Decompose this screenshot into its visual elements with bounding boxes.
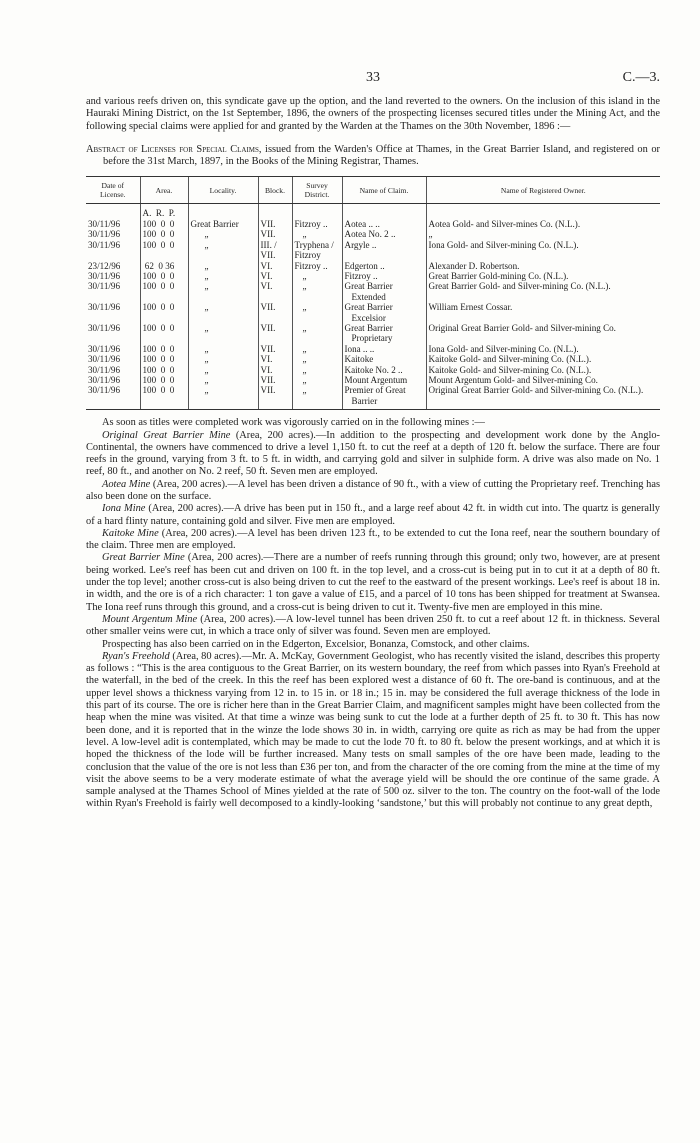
cell-locality: „: [188, 323, 258, 344]
header-block: Block.: [258, 177, 292, 204]
cell-owner: Great Barrier Gold-mining Co. (N.L.).: [426, 271, 660, 281]
cell-area: 100 0 0: [140, 365, 188, 375]
cell-locality: „: [188, 354, 258, 364]
cell-claim: Aotea .. ..: [342, 219, 426, 229]
header-date: Date of License.: [86, 177, 140, 204]
abstract-rest: issued from the Warden's Office at Thames, in the Great Barrier Island, and registered on or before the 31st March, 1897, in the Books of the Mining Registrar, Thames.: [103, 143, 660, 168]
cell-locality: „: [188, 271, 258, 281]
cell-claim: Great Barrier Extended: [342, 281, 426, 302]
paragraph-text: As soon as titles were completed work was vigorously carried on in the following mines :—: [102, 417, 485, 429]
table-body: [86, 204, 660, 410]
cell-district: Tryphena / Fitzroy: [292, 240, 342, 261]
mine-name: Great Barrier Mine: [102, 552, 185, 564]
table-row: [86, 323, 660, 344]
cell-area: 100 0 0: [140, 385, 188, 409]
cell-district: „: [292, 323, 342, 344]
cell-block: VI.: [258, 261, 292, 271]
mine-name: Iona Mine: [102, 503, 146, 515]
paragraph-text: (Area, 200 acres).—A level has been driven 123 ft., to be extended to cut the Iona reef, near the southern boundary of the claim. Three men are employed.: [86, 527, 660, 552]
cell-district: „: [292, 365, 342, 375]
paragraph-text: Prospecting has also been carried on in the Edgerton, Excelsior, Bonanza, Comstock, and other claims.: [102, 638, 530, 650]
cell-owner: William Ernest Cossar.: [426, 302, 660, 323]
cell-date: 30/11/96: [88, 364, 120, 375]
cell-area: 100 0 0: [140, 375, 188, 385]
cell-block: VII.: [258, 229, 292, 239]
header-claim: Name of Claim.: [342, 177, 426, 204]
cell-block: VII.: [258, 219, 292, 229]
cell-locality: „: [188, 261, 258, 271]
cell-owner: Mount Argentum Gold- and Silver-mining Co.: [426, 375, 660, 385]
table-row: [86, 219, 660, 229]
cell-claim: Edgerton ..: [342, 261, 426, 271]
cell-date: 30/11/96: [88, 218, 120, 229]
paragraph-text: (Area, 200 acres).—In addition to the prospecting and development work done by the Anglo-Continental, the owners have commenced to drive a level 1,150 ft. to cut the reef at a depth of 120 ft. below the surface. There are four reefs in the ground, varying from 3 ft. to 5 ft. in width, and carrying gold and silver in sulphide form. A drive was also made on No. 1 reef, 80 ft., and another on No. 2 reef, 50 ft. Seven men are employed.: [86, 429, 660, 478]
cell-district: „: [292, 375, 342, 385]
cell-area: 100 0 0: [140, 344, 188, 354]
table-row: [86, 302, 660, 323]
header-owner: Name of Registered Owner.: [426, 177, 660, 204]
cell-district: „: [292, 281, 342, 302]
cell-block: VII.: [258, 375, 292, 385]
abstract-caps: Abstract of Licenses for Special Claims,: [86, 143, 262, 155]
cell-district: Fitzroy ..: [292, 219, 342, 229]
cell-owner: Kaitoke Gold- and Silver-mining Co. (N.L.).: [426, 365, 660, 375]
body-paragraph: [86, 614, 660, 639]
cell-block: VII.: [258, 323, 292, 344]
cell-district: „: [292, 344, 342, 354]
cell-claim: Iona .. ..: [342, 344, 426, 354]
cell-owner: Aotea Gold- and Silver-mines Co. (N.L.).: [426, 219, 660, 229]
cell-area: 100 0 0: [140, 302, 188, 323]
table-header-row: [86, 177, 660, 204]
paragraph-text: (Area, 80 acres).—Mr. A. McKay, Government Geologist, who has recently visited the island, describes this property as follows : “This is the area contiguous to the Great Barrier, on its western boundary, the reef from which passes into Ryan's Freehold at the waterfall, in the bed of the creek. In this the reef has been explored west a distance of 60 ft. The ore-band is continuous, and at the upper level shows a thickness varying from 12 in. to 15 in. or 18 in.; 15 in. may be considered the full average thickness of the lode in this part of its course. The ore is richer here than in the Great Barrier Claim, and magnificent samples might have been collected from the heap when the mine was visited. At that time a winze was being sunk to cut the lode at a further depth of 25 ft. to 30 ft. This has now been done, and it is reported that in the winze the lode shows 30 in. in width, carrying ore quite as rich as may be had from the upper level. A low-level adit is contemplated, which may be made to cut the lode 70 ft. to 80 ft. below the present workings, and at which it is hoped the thickness of the lode will be further increased. Many tests on small samples of the ore have been made, leading to the conclusion that the value of the ore is not less than £36 per ton, and from the character of the ore coming from the mine at the time of my visit the above seems to be a very moderate estimate of what the average yield will be should the ore continue of the same grade. A sample analysed at the Thames School of Mines yielded at the rate of 500 oz. silver to the ton. The country on the foot-wall of the lode within Ryan's Freehold is fairly well decomposed to a kindly-looking ‘sandstone,’ but this will probably not continue to any great depth,: [86, 650, 660, 810]
body-paragraph: [86, 552, 660, 613]
cell-claim: Fitzroy ..: [342, 271, 426, 281]
header-area: Area.: [140, 177, 188, 204]
licenses-table: [86, 176, 660, 410]
paragraph-text: (Area, 200 acres).—A drive has been put in 150 ft., and a large reef about 42 ft. in width cut into. The quartz is generally of a hard flinty nature, containing gold and silver. Five men are employed.: [86, 503, 660, 527]
page-header: [86, 70, 660, 92]
cell-date: 30/11/96: [88, 281, 120, 292]
body-paragraph: [86, 528, 660, 553]
cell-date: 30/11/96: [88, 354, 120, 365]
table-row: [86, 271, 660, 281]
cell-owner: Iona Gold- and Silver-mining Co. (N.L.).: [426, 240, 660, 261]
cell-area: 100 0 0: [140, 271, 188, 281]
cell-block: VII.: [258, 385, 292, 409]
table-row: [86, 354, 660, 364]
body-text: [86, 417, 660, 811]
cell-locality: „: [188, 229, 258, 239]
cell-date: 30/11/96: [88, 374, 120, 385]
table-row: [86, 229, 660, 239]
cell-district: „: [292, 229, 342, 239]
cell-area: 100 0 0: [140, 219, 188, 229]
table-row: [86, 344, 660, 354]
cell-claim: Premier of Great Barrier: [342, 385, 426, 409]
cell-date: 23/12/96: [88, 260, 121, 271]
mine-name: Aotea Mine: [102, 478, 151, 490]
table-row: [86, 240, 660, 261]
document-page: [86, 70, 660, 811]
cell-date: 30/11/96: [88, 343, 120, 354]
header-district: Survey District.: [292, 177, 342, 204]
paragraph-text: (Area, 200 acres).—A level has been driven a distance of 90 ft., with a view of cutting the Proprietary reef. Trenching has also been done on the surface.: [86, 478, 660, 502]
cell-date: 30/11/96: [86, 385, 140, 409]
body-paragraph: [86, 417, 660, 429]
cell-date: 30/11/96: [88, 270, 120, 281]
mine-name: Ryan's Freehold: [102, 650, 170, 662]
cell-area: 100 0 0: [140, 229, 188, 239]
cell-owner: „: [426, 229, 660, 239]
cell-block: VII.: [258, 302, 292, 323]
cell-locality: Great Barrier: [188, 219, 258, 229]
cell-locality: „: [188, 302, 258, 323]
cell-block: VII.: [258, 344, 292, 354]
report-reference: C.—3.: [622, 70, 660, 85]
cell-block: VI.: [258, 365, 292, 375]
cell-claim: Argyle ..: [342, 240, 426, 261]
cell-claim: Kaitoke No. 2 ..: [342, 365, 426, 375]
cell-date: 30/11/96: [88, 239, 120, 250]
cell-district: „: [292, 302, 342, 323]
cell-owner: Iona Gold- and Silver-mining Co. (N.L.).: [426, 344, 660, 354]
cell-claim: Kaitoke: [342, 354, 426, 364]
cell-area: 100 0 0: [140, 281, 188, 302]
mine-name: Kaitoke Mine: [102, 527, 159, 539]
cell-block: VI.: [258, 281, 292, 302]
cell-district: Fitzroy ..: [292, 261, 342, 271]
table-row: [86, 375, 660, 385]
cell-area: 62 0 36: [140, 261, 188, 271]
body-paragraph: [86, 503, 660, 528]
abstract-caption: [86, 144, 660, 169]
cell-area: 100 0 0: [140, 323, 188, 344]
cell-claim: Aotea No. 2 ..: [342, 229, 426, 239]
cell-locality: „: [188, 375, 258, 385]
paragraph-text: (Area, 200 acres).—A low-level tunnel has been driven 250 ft. to cut a reef about 12 ft. in thickness. Several other smaller veins were cut, in which a trace only of silver was found. Seven men are employed.: [86, 613, 660, 638]
mine-name: Mount Argentum Mine: [102, 613, 198, 625]
cell-locality: „: [188, 365, 258, 375]
cell-locality: „: [188, 281, 258, 302]
body-paragraph: [86, 651, 660, 811]
cell-area: 100 0 0: [140, 240, 188, 261]
cell-locality: „: [188, 240, 258, 261]
intro-paragraph: and various reefs driven on, this syndicate gave up the option, and the land reverted to the owners. On the inclusion of this island in the Hauraki Mining District, on the 1st September, 1896, the owners of the prospecting licenses secured titles under the Mining Act, and the following special claims were applied for and granted by the Warden at the Thames on the 30th November, 1896 :—: [86, 96, 660, 132]
area-units: A. R. P.: [140, 204, 188, 219]
cell-date: 30/11/96: [88, 229, 120, 240]
paragraph-text: (Area, 200 acres).—There are a number of reefs running through this ground; only two, however, are at present being worked. Lee's reef has been cut and driven on 100 ft. in the top level, and a cross-cut is being put in to cut it at a depth of 80 ft. under the top level; another cross-cut is also being driven to cut the reef to the eastward of the present workings. Lee's reef is about 18 in. in width, and the ore is of a rich character: 1 ton gave a value of £15, and a parcel of 10 tons has been shipped for treatment at Swansea. The Iona reef runs through this ground, and a cross-cut is being driven to cut it. Twenty-five men are employed in this mine.: [86, 552, 661, 613]
cell-date: 30/11/96: [88, 302, 120, 313]
cell-owner: Alexander D. Robertson.: [426, 261, 660, 271]
cell-owner: Original Great Barrier Gold- and Silver-mining Co. (N.L.).: [426, 385, 660, 409]
cell-block: VI.: [258, 271, 292, 281]
table-row: [86, 385, 660, 409]
body-paragraph: [86, 479, 660, 504]
cell-claim: Mount Argentum: [342, 375, 426, 385]
body-paragraph: [86, 430, 660, 479]
area-units-row: [86, 204, 660, 219]
cell-district: „: [292, 385, 342, 409]
cell-locality: „: [188, 385, 258, 409]
cell-block: III. / VII.: [258, 240, 292, 261]
cell-claim: Great Barrier Proprietary: [342, 323, 426, 344]
table-row: [86, 365, 660, 375]
cell-date: 30/11/96: [88, 322, 120, 333]
cell-owner: Kaitoke Gold- and Silver-mining Co. (N.L.).: [426, 354, 660, 364]
cell-owner: Great Barrier Gold- and Silver-mining Co. (N.L.).: [426, 281, 660, 302]
mine-name: Original Great Barrier Mine: [102, 429, 231, 441]
header-locality: Locality.: [188, 177, 258, 204]
page-number: 33: [366, 70, 380, 85]
table-row: [86, 261, 660, 271]
body-paragraph: [86, 639, 660, 651]
cell-owner: Original Great Barrier Gold- and Silver-mining Co.: [426, 323, 660, 344]
cell-locality: „: [188, 344, 258, 354]
cell-claim: Great Barrier Excelsior: [342, 302, 426, 323]
cell-district: „: [292, 354, 342, 364]
table-row: [86, 281, 660, 302]
cell-block: VI.: [258, 354, 292, 364]
cell-area: 100 0 0: [140, 354, 188, 364]
cell-district: „: [292, 271, 342, 281]
